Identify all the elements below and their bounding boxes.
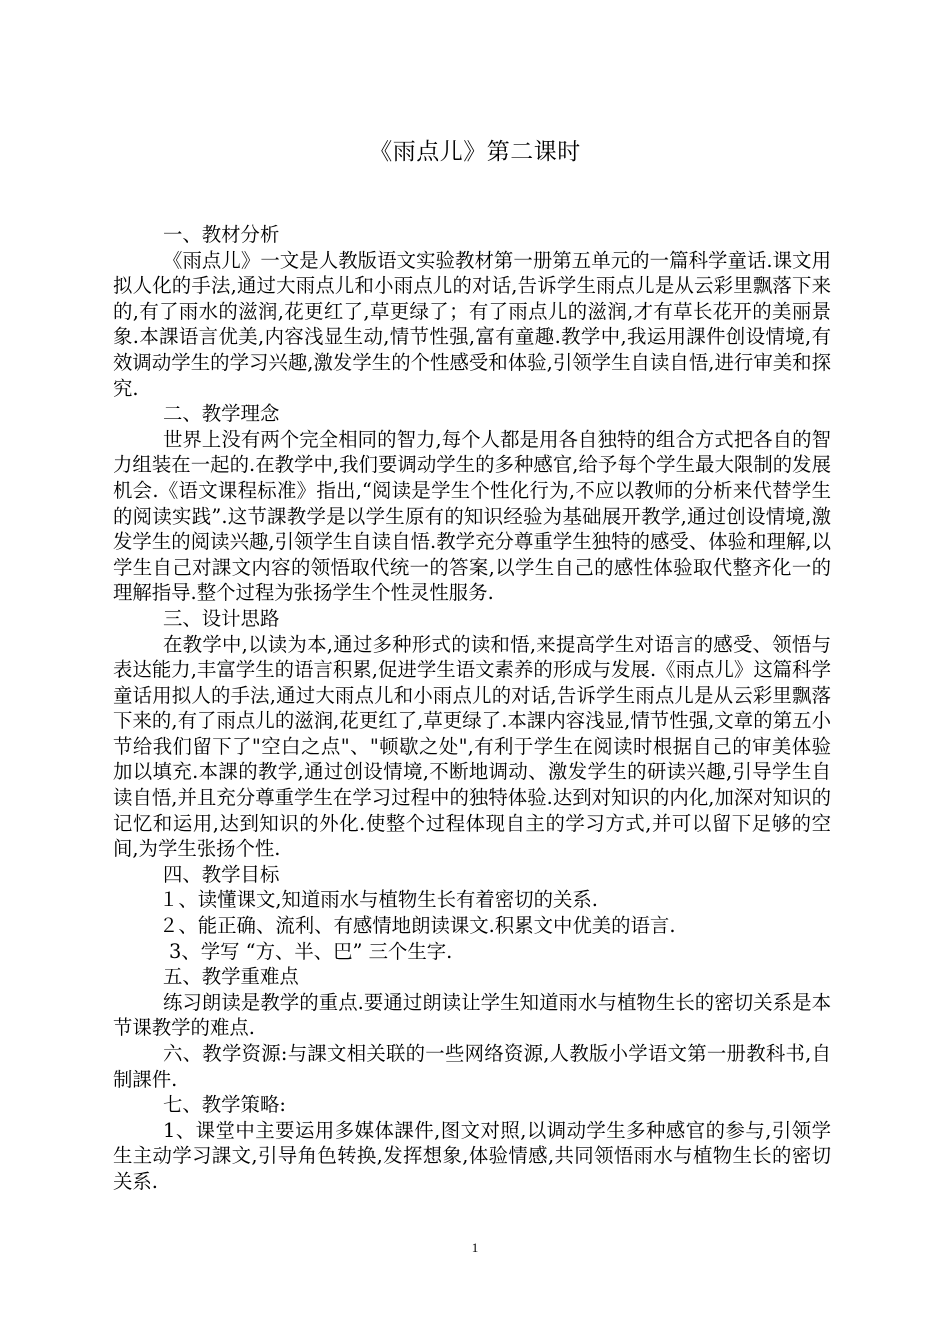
section-heading-2: 二、教学理念 bbox=[163, 402, 280, 426]
section-paragraph-1: 《雨点儿》一文是人教版语文实验教材第一册第五单元的一篇科学童话.课文用拟人化的手法,通过大雨点儿和小雨点儿的对话,告诉学生雨点儿是从云彩里飘落下来的,有了雨水的滋润,花更红了,草更绿了；有了雨点儿的滋润,才有草长花开的美丽景象.本課语言优美,内容浅显生动,情节性强,富有童趣.教学中,我运用課件创设情境,有效调动学生的学习兴趣,激发学生的个性感受和体验,引领学生自读自悟,进行审美和探究. bbox=[113, 248, 831, 400]
section-paragraph-3: 在教学中,以读为本,通过多种形式的读和悟,来提高学生对语言的感受、领悟与表达能力,丰富学生的语言积累,促进学生语文素养的形成与发展.《雨点儿》这篇科学童话用拟人的手法,通过大雨点儿和小雨点儿的对话,告诉学生雨点儿是从云彩里飘落下来的,有了雨点儿的滋润,花更红了,草更绿了.本課内容浅显,情节性强,文章的第五小节给我们留下了"空白之点"、"顿歇之处",有利于学生在阅读时根据自己的审美体验加以填充.本課的教学,通过创设情境,不断地调动、激发学生的研读兴趣,引导学生自读自悟,并且充分尊重学生在学习过程中的独特体验.达到对知识的内化,加深对知识的记忆和运用,达到知识的外化.使整个过程体现自主的学习方式,并可以留下足够的空间,为学生张扬个性. bbox=[113, 632, 831, 861]
section-heading-7: 七、教学策略: bbox=[163, 1093, 286, 1117]
objective-item-1: １、读懂课文,知道雨水与植物生长有着密切的关系. bbox=[159, 888, 598, 912]
section-paragraph-2: 世界上没有两个完全相同的智力,每个人都是用各自独特的组合方式把各自的智力组装在一起的.在教学中,我们要调动学生的多种感官,给予每个学生最大限制的发展机会.《语文课程标准》指出,“阅读是学生个性化行为,不应以教师的分析来代替学生的阅读实践”.这节課教学是以学生原有的知识经验为基础展开教学,通过创设情境,激发学生的阅读兴趣,引领学生自读自悟.教学充分尊重学生独特的感受、体验和理解,以学生自己对課文内容的领悟取代统一的答案,以学生自己的感性体验取代整齐化一的理解指导.整个过程为张扬学生个性灵性服务. bbox=[113, 427, 831, 605]
document-body bbox=[113, 222, 831, 1195]
section-paragraph-5: 练习朗读是教学的重点.要通过朗读让学生知道雨水与植物生长的密切关系是本节课教学的难点. bbox=[113, 990, 831, 1040]
page-title: 《雨点儿》第二课时 bbox=[369, 139, 581, 165]
objective-item-2: ２、能正确、流利、有感情地朗读课文.积累文中优美的语言. bbox=[159, 914, 676, 938]
section-heading-1: 一、教材分析 bbox=[163, 223, 280, 246]
section-paragraph-6: 六、教学资源:与課文相关联的一些网络资源,人教版小学语文第一册教科书,自制課件. bbox=[113, 1042, 831, 1091]
section-heading-4: 四、教学目标 bbox=[163, 862, 280, 886]
objective-item-3: 3、学写 “方、半、巴” 三个生字. bbox=[169, 939, 453, 963]
section-heading-3: 三、设计思路 bbox=[163, 606, 280, 630]
page-number: 1 bbox=[471, 1240, 479, 1255]
section-paragraph-7: 1、课堂中主要运用多媒体課件,图文对照,以调动学生多种感官的参与,引领学生主动学习課文,引导角色转换,发挥想象,体验情感,共同领悟雨水与植物生长的密切关系. bbox=[113, 1118, 831, 1193]
section-heading-5: 五、教学重难点 bbox=[163, 965, 299, 989]
